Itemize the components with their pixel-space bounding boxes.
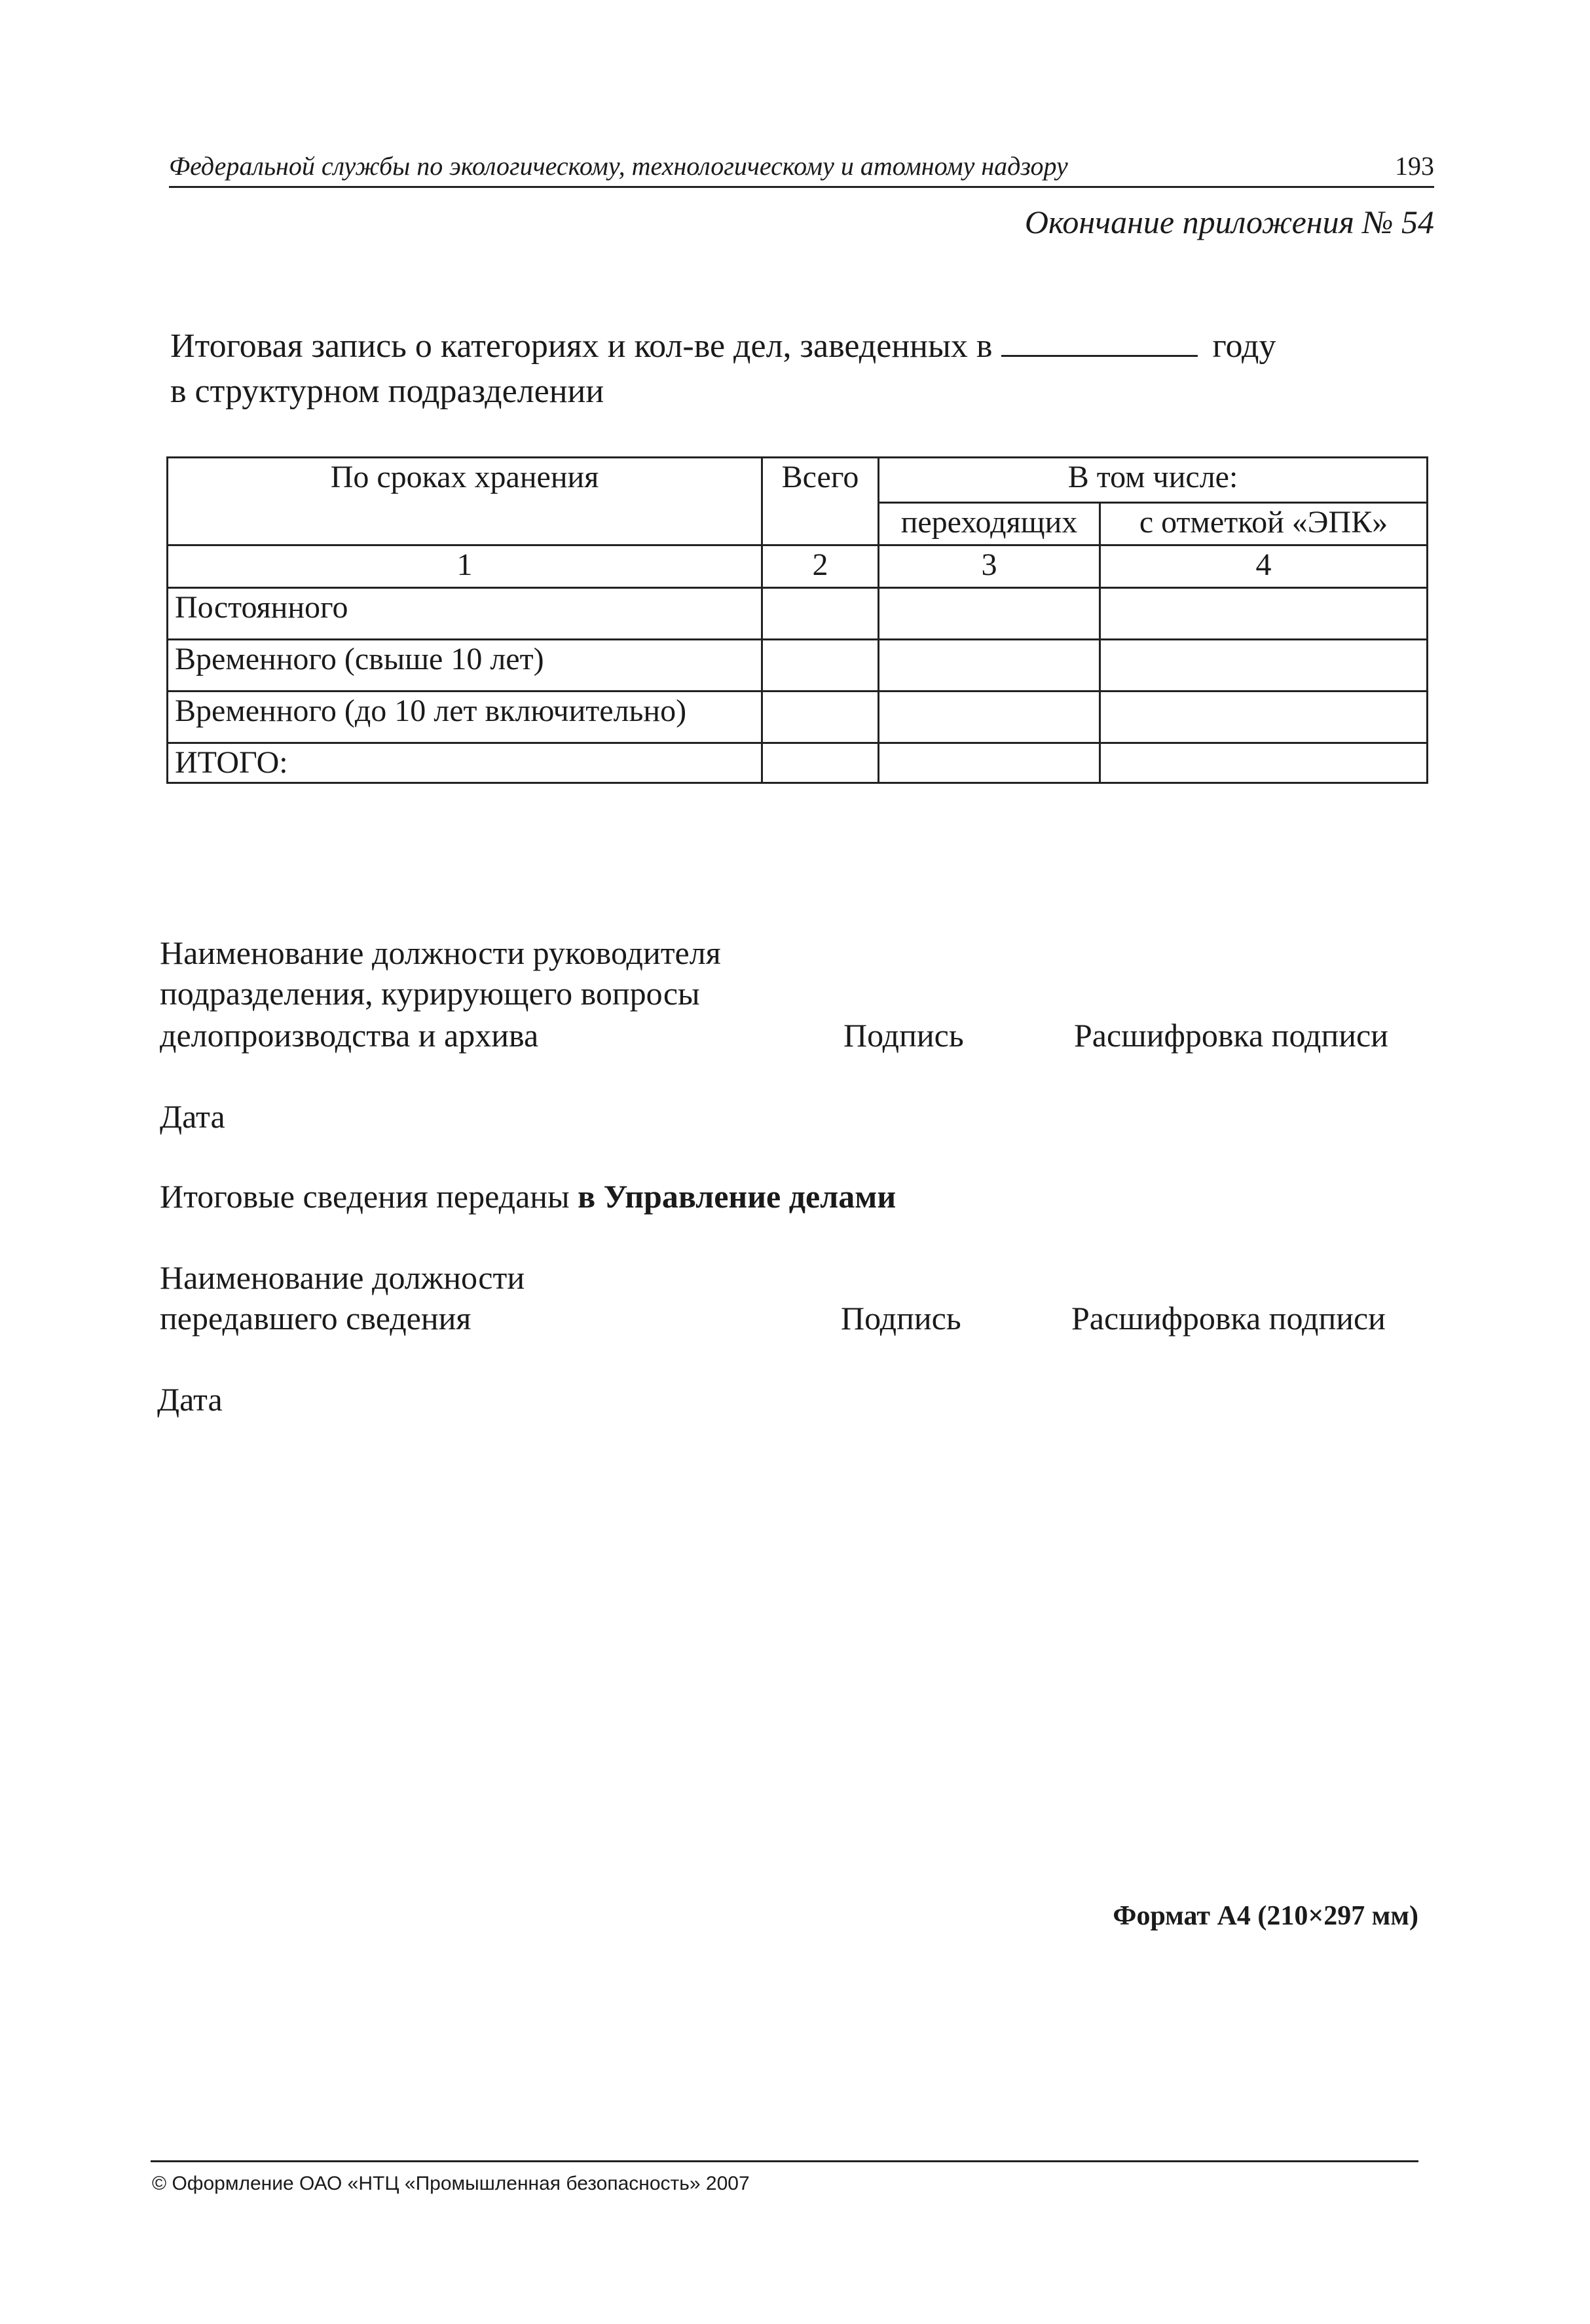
intro-year-word: году xyxy=(1212,327,1276,365)
transfer-note-target: в Управление делами xyxy=(578,1178,897,1215)
row-label: Постоянного xyxy=(168,588,762,640)
transfer-note-prefix: Итоговые сведения переданы xyxy=(160,1178,570,1215)
table-row xyxy=(168,640,1428,692)
epk-cell[interactable] xyxy=(1100,743,1428,783)
header-epk: с отметкой «ЭПК» xyxy=(1100,503,1428,545)
header-storage: По сроках хранения xyxy=(168,458,762,545)
format-note: Формат А4 (210×297 мм) xyxy=(1113,1901,1418,1931)
transfer-note xyxy=(160,1177,896,1215)
header-title: Федеральной службы по экологическому, технологическому и атомному надзору xyxy=(169,151,1068,181)
row-label: ИТОГО: xyxy=(168,743,762,783)
intro-text: Итоговая запись о категориях и кол-ве дел, заведенных в xyxy=(170,327,993,365)
table-row xyxy=(168,588,1428,640)
header-transitional: переходящих xyxy=(879,503,1100,545)
page-number: 193 xyxy=(1395,151,1434,181)
transitional-cell[interactable] xyxy=(879,692,1100,743)
header-total: Всего xyxy=(762,458,879,545)
position-title-line: Наименование должности руководителя xyxy=(160,934,721,971)
appendix-label: Окончание приложения № 54 xyxy=(1024,204,1434,240)
table-row xyxy=(168,692,1428,743)
position-title-line: делопроизводства и архива xyxy=(160,1017,539,1054)
total-cell[interactable] xyxy=(762,743,879,783)
row-label: Временного (свыше 10 лет) xyxy=(168,640,762,692)
column-number: 3 xyxy=(879,545,1100,588)
footer-divider xyxy=(151,2160,1418,2162)
total-cell[interactable] xyxy=(762,692,879,743)
signature-decoding-label: Расшифровка подписи xyxy=(1071,1300,1386,1337)
date-label: Дата xyxy=(160,1098,225,1135)
header-including: В том числе: xyxy=(879,458,1428,503)
signature-decoding-label: Расшифровка подписи xyxy=(1074,1017,1388,1054)
column-number: 4 xyxy=(1100,545,1428,588)
position-title-line: передавшего сведения xyxy=(160,1300,471,1337)
transitional-cell[interactable] xyxy=(879,640,1100,692)
position-title-line: Наименование должности xyxy=(160,1259,525,1296)
date-label: Дата xyxy=(157,1381,223,1418)
position-title-line: подразделения, курирующего вопросы xyxy=(160,975,700,1012)
signature-label: Подпись xyxy=(843,1017,964,1054)
table-row-total xyxy=(168,743,1428,783)
epk-cell[interactable] xyxy=(1100,640,1428,692)
total-cell[interactable] xyxy=(762,640,879,692)
signature-label: Подпись xyxy=(841,1300,961,1337)
page-header xyxy=(169,149,1434,188)
storage-summary-table xyxy=(166,456,1428,784)
row-label: Временного (до 10 лет включительно) xyxy=(168,692,762,743)
intro-line-1 xyxy=(170,326,1276,365)
transitional-cell[interactable] xyxy=(879,588,1100,640)
column-number: 2 xyxy=(762,545,879,588)
epk-cell[interactable] xyxy=(1100,692,1428,743)
year-blank-field[interactable] xyxy=(1001,326,1198,357)
epk-cell[interactable] xyxy=(1100,588,1428,640)
transitional-cell[interactable] xyxy=(879,743,1100,783)
column-number: 1 xyxy=(168,545,762,588)
total-cell[interactable] xyxy=(762,588,879,640)
footer-copyright: © Оформление ОАО «НТЦ «Промышленная безопасность» 2007 xyxy=(152,2173,750,2194)
intro-line-2: в структурном подразделении xyxy=(170,373,604,410)
